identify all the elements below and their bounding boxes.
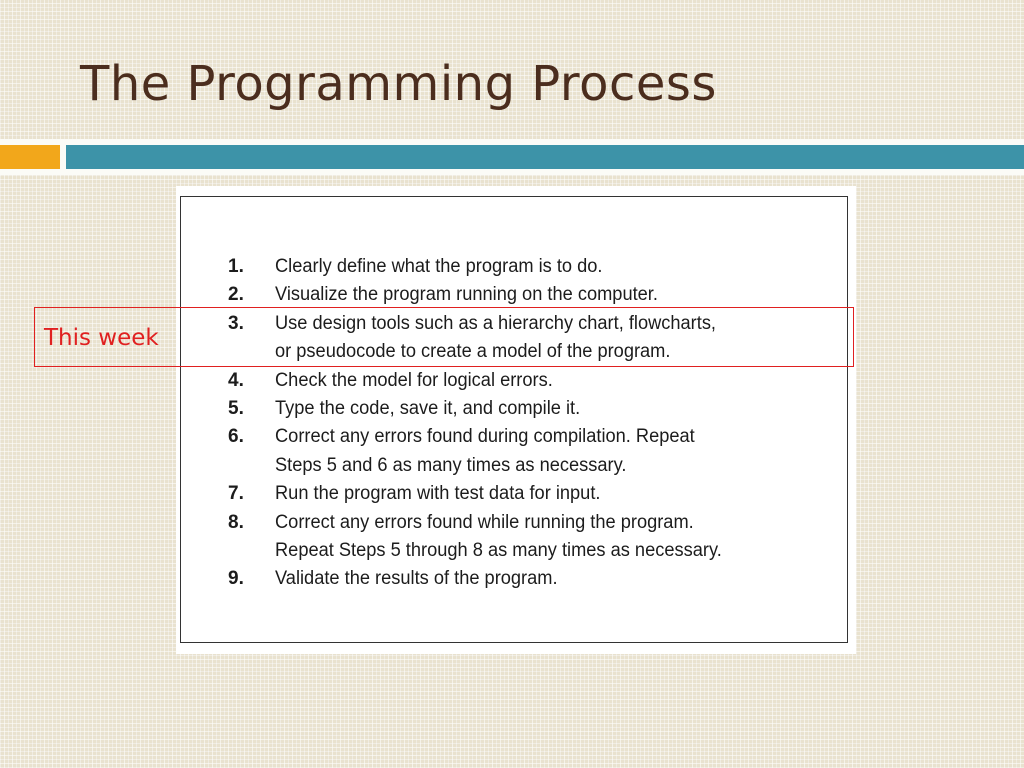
steps-figure	[176, 186, 856, 654]
step-text: Correct any errors found while running the program. Repeat Steps 5 through 8 as many times as necessary.	[275, 511, 722, 562]
step-number: 5.	[228, 398, 244, 420]
step-text: Correct any errors found during compilation. Repeat Steps 5 and 6 as many times as necessary.	[275, 426, 695, 476]
step-number: 4.	[228, 369, 244, 391]
step-item	[228, 480, 828, 508]
step-item	[228, 253, 828, 281]
step-number: 2.	[228, 284, 244, 306]
step-number: 9.	[228, 568, 244, 590]
step-item	[228, 423, 828, 480]
step-text: Use design tools such as a hierarchy chart, flowcharts, or pseudocode to create a model of the program.	[275, 312, 717, 363]
step-number: 3.	[228, 312, 244, 334]
step-text: Check the model for logical errors.	[275, 369, 553, 391]
step-text: Run the program with test data for input.	[275, 483, 601, 505]
divider-accent-orange	[0, 145, 60, 169]
step-item	[228, 565, 828, 593]
step-number: 1.	[228, 256, 244, 277]
slide-title: The Programming Process	[80, 56, 717, 112]
divider-accent-teal	[66, 145, 1024, 169]
step-item	[228, 367, 828, 395]
step-item	[228, 395, 828, 423]
step-text: Clearly define what the program is to do.	[275, 256, 603, 277]
step-number: 6.	[228, 426, 244, 448]
step-item	[228, 509, 828, 566]
step-number: 8.	[228, 511, 244, 533]
step-text: Type the code, save it, and compile it.	[275, 398, 581, 420]
step-item	[228, 281, 828, 309]
step-number: 7.	[228, 483, 244, 505]
step-text: Validate the results of the program.	[275, 568, 558, 590]
steps-list	[228, 253, 828, 594]
step-text: Visualize the program running on the computer.	[275, 284, 658, 306]
this-week-label: This week	[44, 325, 159, 351]
